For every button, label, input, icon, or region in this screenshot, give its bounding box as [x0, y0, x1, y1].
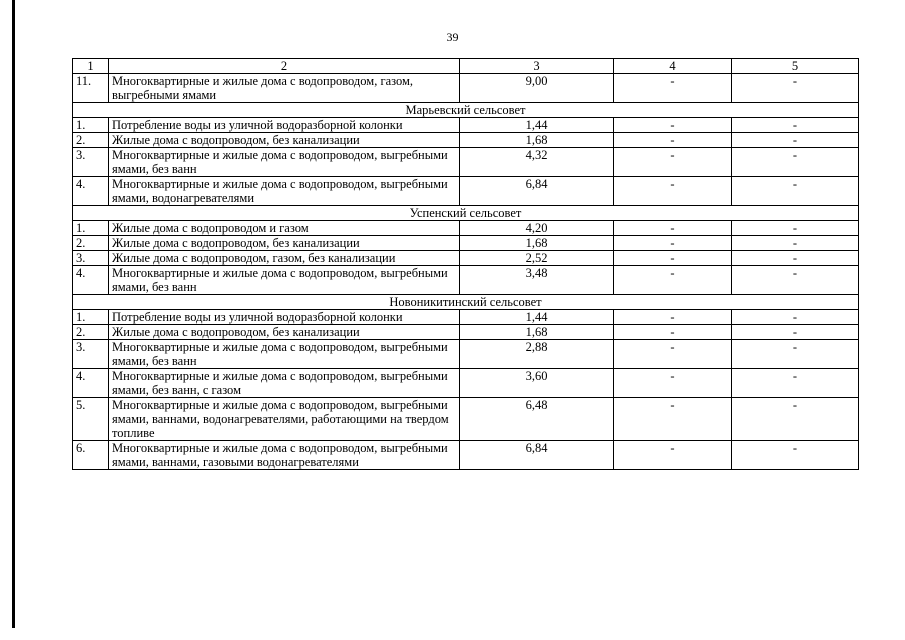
row-number: 5.	[73, 398, 109, 441]
row-description: Многоквартирные и жилые дома с водопроводом, выгребными ямами, без ванн	[109, 340, 460, 369]
section-title: Марьевский сельсовет	[73, 103, 859, 118]
page-edge-bar	[12, 0, 15, 628]
table-row	[73, 236, 859, 251]
row-col4: -	[614, 441, 732, 470]
row-description: Многоквартирные и жилые дома с водопроводом, выгребными ямами, без ванн, с газом	[109, 369, 460, 398]
row-description: Жилые дома с водопроводом, без канализации	[109, 236, 460, 251]
row-col4: -	[614, 369, 732, 398]
table-row	[73, 221, 859, 236]
row-col5: -	[732, 310, 859, 325]
row-col5: -	[732, 251, 859, 266]
row-col5: -	[732, 398, 859, 441]
row-col4: -	[614, 74, 732, 103]
row-value: 6,84	[460, 441, 614, 470]
row-value: 1,44	[460, 310, 614, 325]
row-col4: -	[614, 340, 732, 369]
row-description: Жилые дома с водопроводом и газом	[109, 221, 460, 236]
row-col5: -	[732, 148, 859, 177]
row-description: Потребление воды из уличной водоразборной колонки	[109, 310, 460, 325]
table-row	[73, 369, 859, 398]
table-row	[73, 177, 859, 206]
table-row	[73, 310, 859, 325]
row-number: 1.	[73, 221, 109, 236]
row-description: Многоквартирные и жилые дома с водопроводом, выгребными ямами, ваннами, газовыми водонагревателями	[109, 441, 460, 470]
row-number: 2.	[73, 236, 109, 251]
row-col5: -	[732, 221, 859, 236]
row-number: 11.	[73, 74, 109, 103]
table-row	[73, 325, 859, 340]
row-col4: -	[614, 221, 732, 236]
row-col5: -	[732, 118, 859, 133]
row-col5: -	[732, 441, 859, 470]
row-description: Потребление воды из уличной водоразборной колонки	[109, 118, 460, 133]
row-value: 3,60	[460, 369, 614, 398]
row-description: Многоквартирные и жилые дома с водопроводом, выгребными ямами, без ванн	[109, 266, 460, 295]
header-col-1: 1	[73, 59, 109, 74]
table-row	[73, 398, 859, 441]
header-col-5: 5	[732, 59, 859, 74]
row-description: Многоквартирные и жилые дома с водопроводом, выгребными ямами, ваннами, водонагревателями, работающими на твердом топливе	[109, 398, 460, 441]
row-col5: -	[732, 340, 859, 369]
header-col-3: 3	[460, 59, 614, 74]
row-number: 1.	[73, 118, 109, 133]
row-value: 3,48	[460, 266, 614, 295]
row-description: Жилые дома с водопроводом, без канализации	[109, 325, 460, 340]
row-col4: -	[614, 266, 732, 295]
row-value: 6,48	[460, 398, 614, 441]
row-number: 4.	[73, 369, 109, 398]
section-row	[73, 103, 859, 118]
row-col4: -	[614, 251, 732, 266]
row-number: 4.	[73, 266, 109, 295]
row-value: 6,84	[460, 177, 614, 206]
row-number: 3.	[73, 340, 109, 369]
table-row	[73, 118, 859, 133]
row-value: 9,00	[460, 74, 614, 103]
table-row	[73, 340, 859, 369]
row-description: Многоквартирные и жилые дома с водопроводом, газом, выгребными ямами	[109, 74, 460, 103]
section-row	[73, 295, 859, 310]
page-number: 39	[446, 30, 459, 44]
row-value: 2,52	[460, 251, 614, 266]
row-number: 6.	[73, 441, 109, 470]
row-value: 1,68	[460, 133, 614, 148]
row-col4: -	[614, 325, 732, 340]
table-row	[73, 251, 859, 266]
row-col5: -	[732, 133, 859, 148]
row-value: 4,20	[460, 221, 614, 236]
row-col5: -	[732, 325, 859, 340]
row-description: Жилые дома с водопроводом, газом, без канализации	[109, 251, 460, 266]
table-row	[73, 133, 859, 148]
row-col5: -	[732, 74, 859, 103]
row-value: 1,44	[460, 118, 614, 133]
table-row	[73, 74, 859, 103]
row-col4: -	[614, 133, 732, 148]
table-row	[73, 148, 859, 177]
row-value: 1,68	[460, 325, 614, 340]
row-col4: -	[614, 236, 732, 251]
row-col5: -	[732, 266, 859, 295]
header-col-2: 2	[109, 59, 460, 74]
tariff-table	[72, 58, 859, 470]
row-col5: -	[732, 177, 859, 206]
row-col4: -	[614, 177, 732, 206]
row-col5: -	[732, 369, 859, 398]
row-col4: -	[614, 310, 732, 325]
table-header-row	[73, 59, 859, 74]
row-value: 2,88	[460, 340, 614, 369]
table-row	[73, 441, 859, 470]
row-col5: -	[732, 236, 859, 251]
row-description: Жилые дома с водопроводом, без канализации	[109, 133, 460, 148]
row-value: 4,32	[460, 148, 614, 177]
table-row	[73, 266, 859, 295]
row-description: Многоквартирные и жилые дома с водопроводом, выгребными ямами, водонагревателями	[109, 177, 460, 206]
row-col4: -	[614, 398, 732, 441]
row-number: 4.	[73, 177, 109, 206]
section-title: Новоникитинский сельсовет	[73, 295, 859, 310]
row-value: 1,68	[460, 236, 614, 251]
row-number: 3.	[73, 148, 109, 177]
table-body	[73, 59, 859, 470]
row-col4: -	[614, 148, 732, 177]
row-number: 2.	[73, 133, 109, 148]
section-title: Успенский сельсовет	[73, 206, 859, 221]
row-number: 3.	[73, 251, 109, 266]
header-col-4: 4	[614, 59, 732, 74]
section-row	[73, 206, 859, 221]
row-col4: -	[614, 118, 732, 133]
row-number: 1.	[73, 310, 109, 325]
row-number: 2.	[73, 325, 109, 340]
row-description: Многоквартирные и жилые дома с водопроводом, выгребными ямами, без ванн	[109, 148, 460, 177]
